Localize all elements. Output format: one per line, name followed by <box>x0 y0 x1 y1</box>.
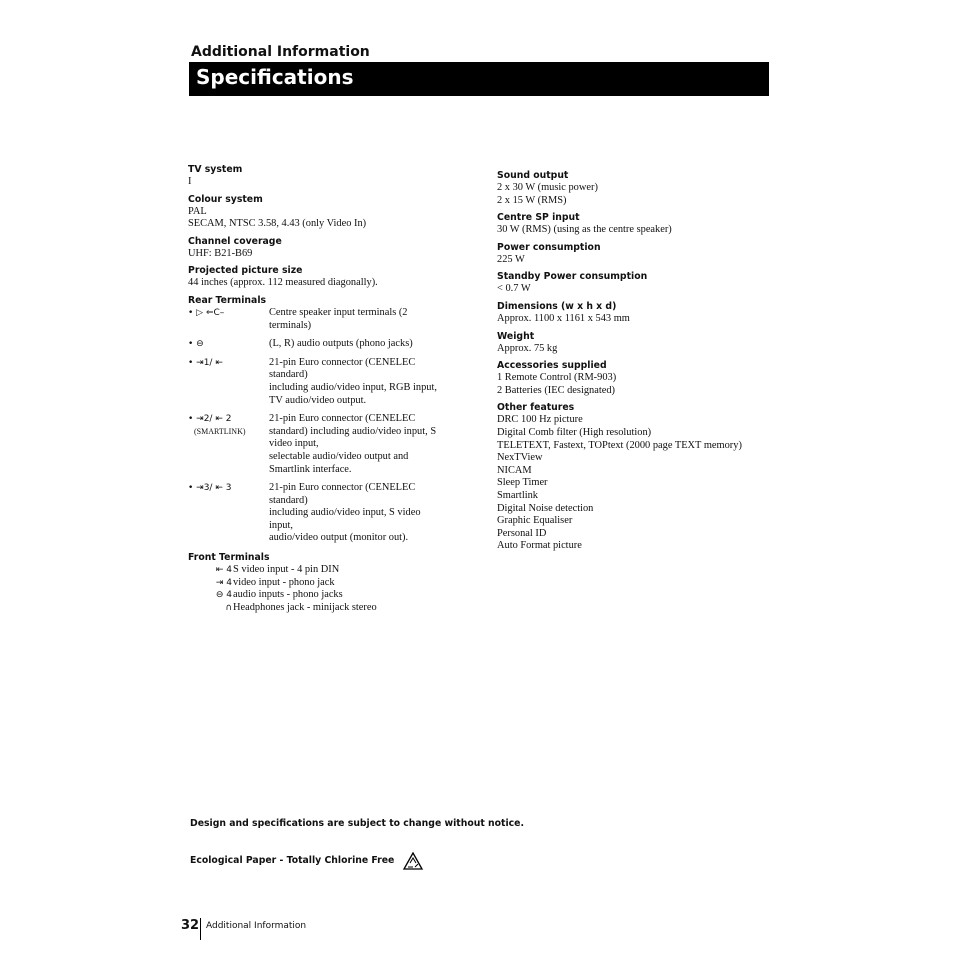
front-terminal-row <box>188 589 488 602</box>
rear-terminals-heading: Rear Terminals <box>188 294 267 306</box>
spec-value: Graphic Equaliser <box>497 515 573 527</box>
terminal-symbol <box>188 413 268 438</box>
terminal-description-line: selectable audio/video output and Smartlink interface. <box>269 450 409 475</box>
footer-section-label: Additional Information <box>206 921 307 931</box>
rear-terminal-row <box>188 482 488 545</box>
rear-terminal-row <box>188 338 488 351</box>
connector-icon: • ⊖ <box>188 339 204 350</box>
spec-heading: Colour system <box>188 193 263 205</box>
spec-value: < 0.7 W <box>497 283 531 295</box>
front-terminal-text: Headphones jack - minijack stereo <box>233 601 377 613</box>
spec-block <box>497 241 797 267</box>
terminal-description-line: (L, R) audio outputs (phono jacks) <box>269 338 413 350</box>
spec-heading: Channel coverage <box>188 235 282 247</box>
change-notice: Design and specifications are subject to change without notice. <box>190 818 524 829</box>
front-terminal-text: S video input - 4 pin DIN <box>233 564 340 576</box>
spec-block <box>188 163 488 189</box>
front-terminal-row <box>188 602 488 615</box>
spec-value: 44 inches (approx. 112 measured diagonally). <box>188 277 378 289</box>
front-terminal-list <box>188 564 488 614</box>
rear-terminal-row <box>188 357 488 407</box>
spec-value: Personal ID <box>497 527 547 539</box>
spec-heading: Sound output <box>497 170 569 181</box>
terminal-description-line: Centre speaker input terminals (2 terminals) <box>269 306 408 331</box>
terminal-sub-label: (SMARTLINK) <box>194 426 246 436</box>
terminal-description <box>269 307 439 332</box>
terminal-symbol <box>188 307 268 320</box>
spec-heading: Power consumption <box>497 241 601 253</box>
front-terminal-text: audio inputs - phono jacks <box>233 589 343 601</box>
rear-terminal-row <box>188 413 488 476</box>
connector-icon: • ▷ ⇐C– <box>188 307 225 318</box>
rear-terminal-list <box>188 307 488 545</box>
spec-value: TELETEXT, Fastext, TOPtext (2000 page TEXT memory) <box>497 439 742 451</box>
spec-block <box>188 235 488 261</box>
spec-value: PAL <box>188 205 207 217</box>
left-spec-list <box>188 163 488 290</box>
right-column <box>497 169 797 557</box>
spec-block <box>497 359 797 397</box>
terminal-description <box>269 338 439 351</box>
spec-block <box>497 270 797 296</box>
spec-value: SECAM, NTSC 3.58, 4.43 (only Video In) <box>188 218 367 230</box>
left-column <box>188 163 488 618</box>
terminal-symbol <box>188 357 268 370</box>
spec-value: DRC 100 Hz picture <box>497 414 583 426</box>
terminal-description-line: including audio/video input, S video input, <box>269 507 421 531</box>
spec-heading: Dimensions (w x h x d) <box>497 300 617 312</box>
spec-heading: Accessories supplied <box>497 360 607 372</box>
recycle-icon <box>401 851 425 875</box>
front-terminals-heading: Front Terminals <box>188 552 270 564</box>
spec-value: Auto Format picture <box>497 540 582 552</box>
spec-block <box>497 211 797 237</box>
spec-block <box>497 330 797 356</box>
spec-block <box>188 264 488 290</box>
front-terminal-text: video input - phono jack <box>233 576 335 588</box>
terminal-symbol <box>188 338 268 351</box>
footer-divider <box>200 918 201 940</box>
spec-value: UHF: B21-B69 <box>188 247 253 259</box>
spec-block <box>497 169 797 207</box>
spec-value: 2 Batteries (IEC designated) <box>497 384 616 396</box>
terminal-description-line: including audio/video input, RGB input, <box>269 381 437 393</box>
spec-value: NexTView <box>497 452 543 464</box>
right-spec-list <box>497 169 797 553</box>
connector-icon: • ⇥2/ ⇤ 2 <box>188 414 232 425</box>
spec-value: 2 x 30 W (music power) <box>497 182 598 193</box>
spec-value: NICAM <box>497 464 532 476</box>
front-terminals <box>188 551 488 614</box>
connector-icon: ⇥ 4 <box>215 577 232 588</box>
connector-icon: • ⇥3/ ⇤ 3 <box>188 483 232 494</box>
terminal-description-line: TV audio/video output. <box>269 394 367 406</box>
connector-icon: • ⇥1/ ⇤ <box>188 357 223 368</box>
terminal-description-line: 21-pin Euro connector (CENELEC standard) <box>269 356 416 381</box>
spec-value: 225 W <box>497 253 525 265</box>
spec-heading: Standby Power consumption <box>497 271 648 283</box>
spec-value: Smartlink <box>497 489 538 501</box>
connector-icon: ⇤ 4 <box>215 565 232 576</box>
terminal-description-line: audio/video output (monitor out). <box>269 532 409 544</box>
terminal-description <box>269 357 439 407</box>
spec-value: Digital Noise detection <box>497 502 594 514</box>
terminal-description <box>269 482 439 545</box>
spec-value: Digital Comb filter (High resolution) <box>497 426 652 438</box>
connector-icon: ∩ <box>225 602 232 613</box>
title-bar <box>189 62 769 96</box>
section-label: Additional Information <box>191 44 370 60</box>
spec-heading: Projected picture size <box>188 265 303 277</box>
spec-value: I <box>188 176 192 187</box>
spec-heading: Other features <box>497 402 575 414</box>
spec-value: Approx. 1100 x 1161 x 543 mm <box>497 312 630 324</box>
eco-paper-note: Ecological Paper - Totally Chlorine Free <box>190 855 395 866</box>
terminal-symbol <box>188 482 268 495</box>
front-terminal-row <box>188 564 488 577</box>
spec-block <box>188 193 488 231</box>
terminal-description-line: 21-pin Euro connector (CENELEC standard) including audio/video input, S video input, <box>269 413 437 450</box>
spec-value: Sleep Timer <box>497 477 548 489</box>
rear-terminals <box>188 294 488 545</box>
spec-value: 1 Remote Control (RM-903) <box>497 372 617 384</box>
rear-terminal-row <box>188 307 488 332</box>
connector-icon: ⊖ 4 <box>215 590 232 601</box>
page-number: 32 <box>181 918 200 933</box>
page-title: Specifications <box>196 65 354 89</box>
spec-heading: Weight <box>497 330 535 342</box>
spec-heading: TV system <box>188 164 243 175</box>
spec-value: 30 W (RMS) (using as the centre speaker) <box>497 224 672 236</box>
spec-value: 2 x 15 W (RMS) <box>497 194 567 206</box>
spec-value: Approx. 75 kg <box>497 342 558 354</box>
terminal-description <box>269 413 439 476</box>
spec-block <box>497 401 797 553</box>
spec-block <box>497 300 797 326</box>
front-terminal-row <box>188 577 488 590</box>
spec-heading: Centre SP input <box>497 212 580 224</box>
terminal-description-line: 21-pin Euro connector (CENELEC standard) <box>269 482 416 506</box>
